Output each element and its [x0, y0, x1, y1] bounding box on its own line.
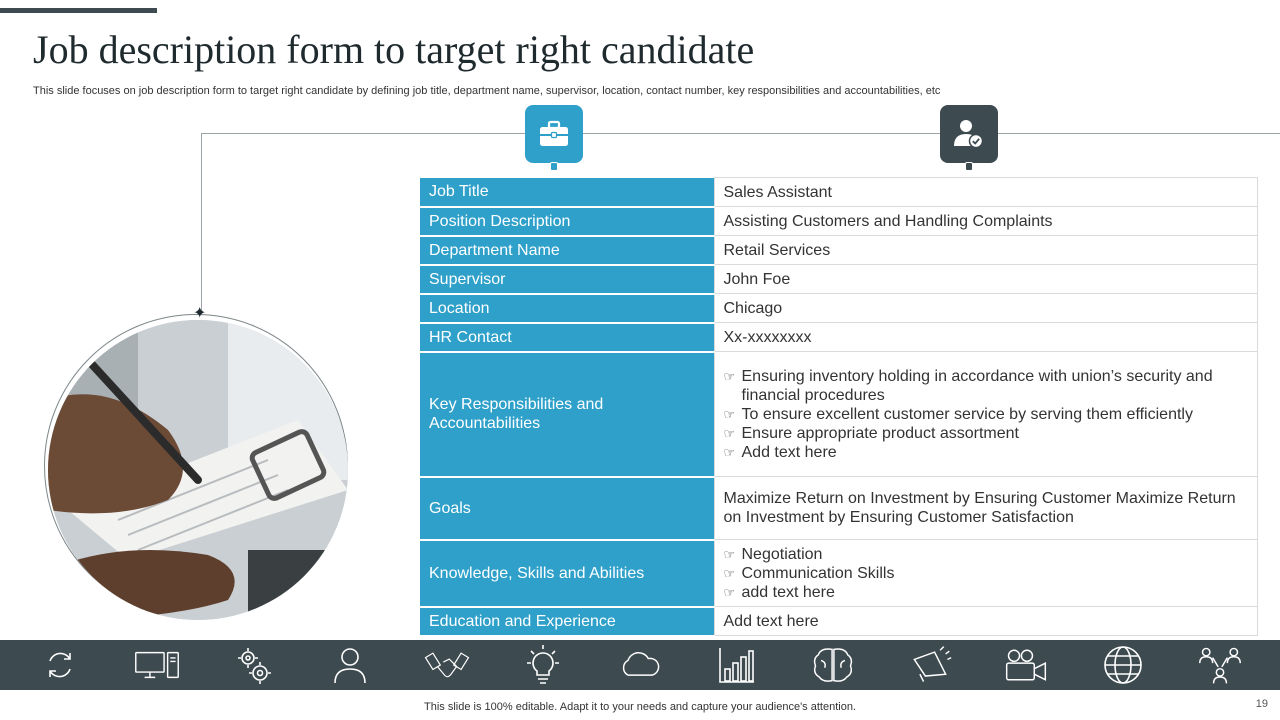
- connector-line-vertical: [201, 133, 202, 315]
- team-network-icon: [1197, 642, 1243, 688]
- pointing-hand-icon: ☞: [723, 546, 736, 562]
- refresh-icon: [37, 642, 83, 688]
- row-label: Knowledge, Skills and Abilities: [420, 540, 714, 607]
- lightbulb-icon: [520, 642, 566, 688]
- handshake-icon: [424, 642, 470, 688]
- list-item: ☞ To ensure excellent customer service by serving them efficiently: [723, 405, 1193, 423]
- megaphone-icon: [907, 642, 953, 688]
- person-icon: [327, 642, 373, 688]
- row-value: Maximize Return on Investment by Ensuring Customer Maximize Return on Investment by Ensuring Customer Satisfaction: [714, 477, 1258, 540]
- row-label: Key Responsibilities and Accountabilities: [420, 352, 714, 477]
- row-label: Location: [420, 294, 714, 323]
- list-item: ☞ Ensure appropriate product assortment: [723, 424, 1019, 442]
- row-value-list: [714, 352, 1258, 477]
- badge-pointer: [550, 162, 558, 171]
- row-value: Add text here: [714, 607, 1258, 636]
- list-item: ☞ Add text here: [723, 443, 837, 461]
- page-title: Job description form to target right candidate: [33, 27, 755, 72]
- table-row: [420, 323, 1258, 352]
- page-subtitle: This slide focuses on job description form to target right candidate by defining job title, department name, supervisor, location, contact number, key responsibilities and accountabilities, etc: [33, 85, 941, 97]
- job-description-table: [420, 177, 1258, 637]
- pointing-hand-icon: ☞: [723, 584, 736, 600]
- gears-icon: [231, 642, 277, 688]
- top-accent-bar: [0, 8, 157, 13]
- table-row: [420, 236, 1258, 265]
- pointing-hand-icon: ☞: [723, 565, 736, 581]
- badge-pointer: [965, 162, 973, 171]
- row-label: Supervisor: [420, 265, 714, 294]
- table-row: [420, 540, 1258, 607]
- computer-icon: [134, 642, 180, 688]
- cloud-icon: [617, 642, 663, 688]
- table-row: [420, 607, 1258, 636]
- row-label: Goals: [420, 477, 714, 540]
- pointing-hand-icon: ☞: [723, 444, 736, 460]
- row-label: Position Description: [420, 207, 714, 236]
- user-check-icon: [940, 105, 998, 163]
- row-value: John Foe: [714, 265, 1258, 294]
- row-label: Department Name: [420, 236, 714, 265]
- row-label: HR Contact: [420, 323, 714, 352]
- row-value: Retail Services: [714, 236, 1258, 265]
- row-label: Job Title: [420, 178, 714, 207]
- pointing-hand-icon: ☞: [723, 368, 736, 384]
- globe-icon: [1100, 642, 1146, 688]
- pointing-hand-icon: ☞: [723, 406, 736, 422]
- table-row: [420, 352, 1258, 477]
- video-camera-icon: [1003, 642, 1049, 688]
- pointing-hand-icon: ☞: [723, 425, 736, 441]
- table-row: [420, 207, 1258, 236]
- photo-hand-writing-clipboard: [48, 320, 348, 620]
- list-item: ☞ add text here: [723, 583, 835, 601]
- briefcase-icon: [525, 105, 583, 163]
- footer-note: This slide is 100% editable. Adapt it to your needs and capture your audience's attention.: [424, 701, 856, 713]
- table-row: [420, 265, 1258, 294]
- row-value: Chicago: [714, 294, 1258, 323]
- icon-strip: [0, 640, 1280, 690]
- row-value: Xx-xxxxxxxx: [714, 323, 1258, 352]
- brain-icon: [810, 642, 856, 688]
- list-item: ☞ Ensuring inventory holding in accordance with union’s security and financial procedures: [723, 367, 1213, 404]
- sparkle-icon: ✦: [193, 305, 207, 322]
- row-value: Assisting Customers and Handling Complaints: [714, 207, 1258, 236]
- row-label: Education and Experience: [420, 607, 714, 636]
- table-row: [420, 178, 1258, 207]
- list-item: ☞ Communication Skills: [723, 564, 895, 582]
- connector-line-horizontal: [201, 133, 1280, 134]
- row-value-list: [714, 540, 1258, 607]
- list-item: ☞ Negotiation: [723, 545, 823, 563]
- page-number: 19: [1255, 698, 1268, 710]
- table-row: [420, 294, 1258, 323]
- row-value: Sales Assistant: [714, 178, 1258, 207]
- table-row: [420, 477, 1258, 540]
- bar-chart-icon: [714, 642, 760, 688]
